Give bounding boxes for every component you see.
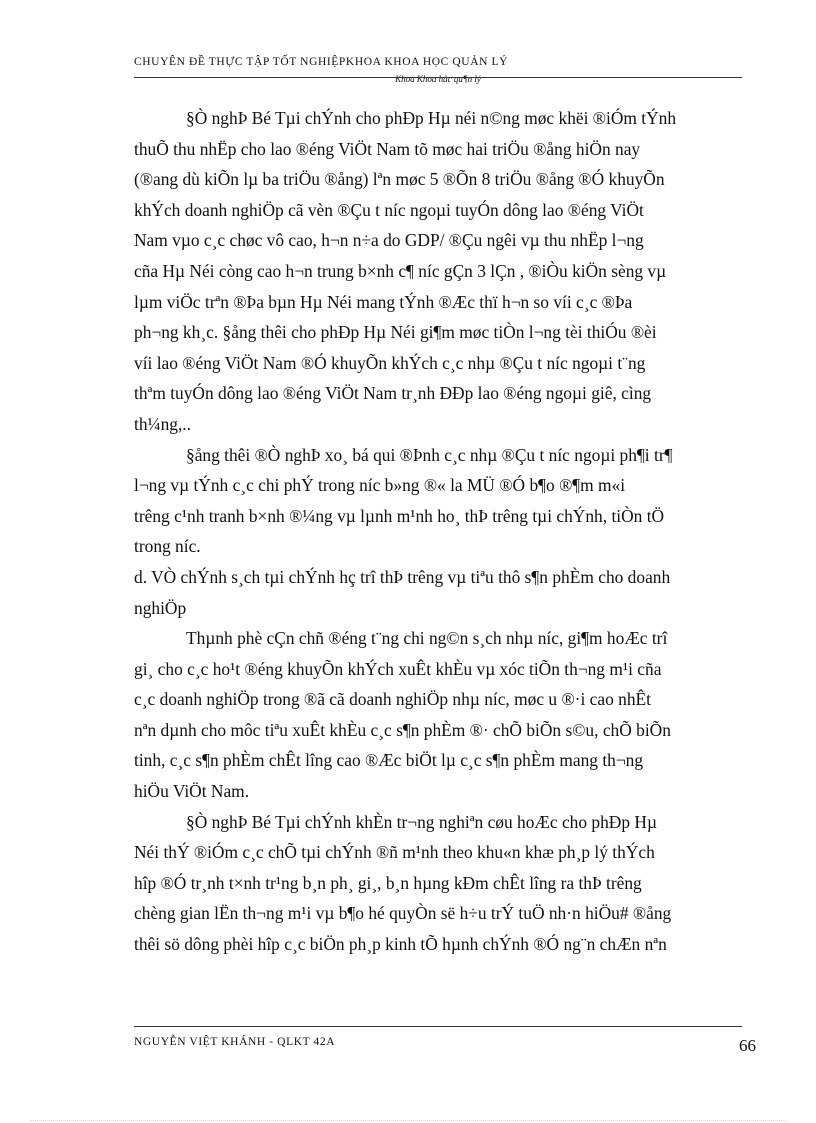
text-line: hîp ®Ó tr¸nh t×nh tr¹ng b¸n ph¸ gi¸, b¸n hµng kÐm chÊt lîng ra thÞ trêng (134, 872, 642, 893)
text-line: gi¸ cho c¸c ho¹t ®éng khuyÕn khÝch xuÊt khÈu vµ xóc tiÕn th¬ng m¹i cña (134, 658, 662, 679)
section-heading-cont: nghiÖp (134, 597, 187, 618)
text-line: thuÕ thu nhËp cho lao ®éng ViÖt Nam tõ møc hai triÖu ®ång hiÖn nay (134, 138, 641, 159)
text-line: Nam vµo c¸c chøc vô cao, h¬n n÷a do GDP/ ®Çu ngêi vµ thu nhËp l¬ng (134, 230, 644, 251)
text-line: thªm tuyÓn dông lao ®éng ViÖt Nam tr¸nh ĐÐp lao ®éng ngoµi giê, cìng (134, 383, 652, 404)
text-line: trong níc. (134, 536, 201, 557)
text-line: víi lao ®éng ViÖt Nam ®Ó khuyÕn khÝch c¸c nhµ ®Çu t níc ngoµi t¨ng (134, 352, 646, 373)
text-line: c¸c doanh nghiÖp trong ®ã cã doanh nghiÖp nhµ níc, møc u ®·i cao nhÊt (134, 689, 651, 710)
text-line: thêi sö dông phèi hîp c¸c biÖn ph¸p kinh tÕ hµnh chÝnh ®Ó ng¨n chÆn nªn (134, 934, 667, 955)
section-heading: d. VÒ chÝnh s¸ch tµi chÝnh hç trî thÞ trêng vµ tiªu thô s¶n phÈm cho doanh (134, 566, 671, 587)
page-header (134, 56, 742, 84)
page-number: 66 (739, 1036, 756, 1055)
text-line: chèng gian lËn th¬ng m¹i vµ b¶o hé quyÒn së h÷u trÝ tuÖ nh·n hiÖu# ®ång (134, 903, 672, 924)
text-line: tinh, c¸c s¶n phÈm chÊt lîng cao ®Æc biÖt lµ c¸c s¶n phÈm mang th¬ng (134, 750, 644, 771)
text-line: lµm viÖc trªn ®Þa bµn Hµ Néi mang tÝnh ®Æc thï h¬n so víi c¸c ®Þa (134, 291, 633, 312)
text-line: l¬ng vµ tÝnh c¸c chi phÝ trong níc b»ng ®« la MÜ ®Ó b¶o ®¶m m«i (134, 475, 626, 496)
text-line: Néi thÝ ®iÓm c¸c chÕ tµi chÝnh ®ñ m¹nh theo khu«n khæ ph¸p lý thÝch (134, 842, 655, 863)
text-line: cña Hµ Néi còng cao h¬n trung b×nh c¶ níc gÇn 3 lÇn , ®iÒu kiÖn sèng vµ (134, 260, 667, 281)
text-line: khÝch doanh nghiÖp cã vèn ®Çu t níc ngoµi tuyÓn dông lao ®éng ViÖt (134, 199, 644, 220)
text-line: §Ò nghÞ Bé Tµi chÝnh khÈn tr¬ng nghiªn cøu hoÆc cho phÐp Hµ (186, 811, 657, 832)
header-title: CHUYÊN ĐỀ THỰC TẬP TỐT NGHIỆPKHOA KHOA HỌC QUẢN LÝ (134, 56, 509, 68)
footer-author: NGUYỄN VIỆT KHÁNH - QLKT 42A (134, 1036, 336, 1048)
header-subtitle: Khoa Khoa häc qu¶n lý (395, 74, 481, 84)
body-text (134, 103, 742, 960)
text-line: (®ang dù kiÕn lµ ba triÖu ®ång) lªn møc 5 ®Õn 8 triÖu ®ång ®Ó khuyÕn (134, 169, 665, 190)
header-divider (134, 77, 742, 78)
text-line: §ång thêi ®Ò nghÞ xo¸ bá qui ®Þnh c¸c nhµ ®Çu t níc ngoµi ph¶i tr¶ (186, 444, 673, 465)
text-line: hiÖu ViÖt Nam. (134, 781, 250, 802)
page-edge-divider (30, 1120, 786, 1121)
footer-divider (134, 1026, 742, 1027)
text-line: trêng c¹nh tranh b×nh ®¼ng vµ lµnh m¹nh ho¸ thÞ trêng tµi chÝnh, tiÒn tÖ (134, 505, 665, 526)
text-line: th¼ng,.. (134, 413, 192, 434)
text-line: ph¬ng kh¸c. §ång thêi cho phÐp Hµ Néi gi¶m møc tiÒn l¬ng tèi thiÓu ®èi (134, 322, 657, 343)
text-line: §Ò nghÞ Bé Tµi chÝnh cho phÐp Hµ néi n©ng møc khëi ®iÓm tÝnh (186, 108, 677, 128)
text-line: nªn dµnh cho môc tiªu xuÊt khÈu c¸c s¶n phÈm ®· chÕ biÕn s©u, chÕ biÕn (134, 719, 671, 740)
text-line: Thµnh phè cÇn chñ ®éng t¨ng chi ng©n s¸ch nhµ níc, gi¶m hoÆc trî (186, 628, 668, 649)
